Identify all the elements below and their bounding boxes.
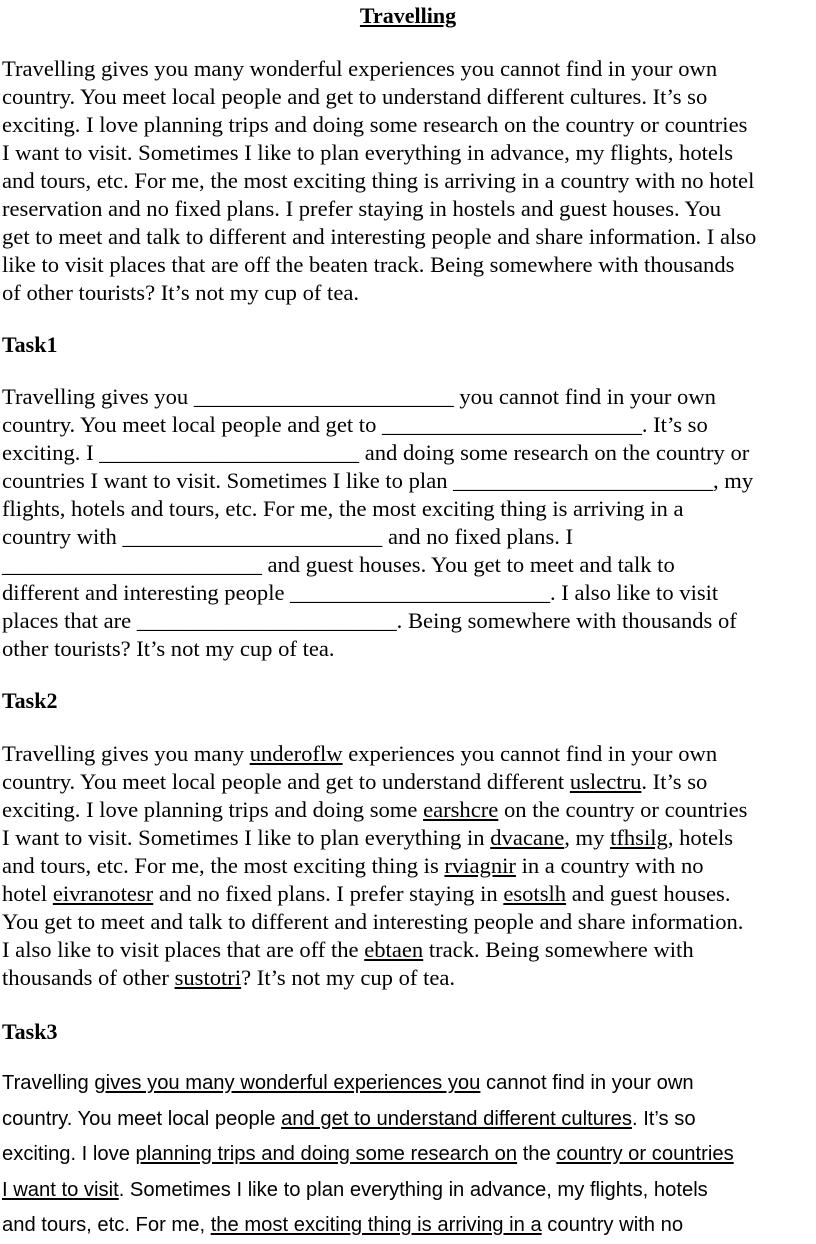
task1-line: Travelling gives you _______________________ you cannot find in your own xyxy=(2,384,716,409)
task3-text: the xyxy=(517,1143,557,1165)
task2-line xyxy=(2,768,816,796)
document-title: Travelling xyxy=(359,3,457,28)
intro-text: get to meet and talk to different and interesting people and share information. I also xyxy=(2,224,757,249)
task2-text: country. You meet local people and get to understand different xyxy=(2,769,570,794)
intro-paragraph xyxy=(2,55,816,307)
task2-heading: Task2 xyxy=(2,688,58,713)
task2-text: You get to meet and talk to different and interesting people and share information. xyxy=(2,909,744,934)
task3-text: . It’s so xyxy=(631,1107,696,1130)
task3-paragraph xyxy=(2,1066,816,1244)
intro-text: exciting. I love planning trips and doing some research on the country or countries xyxy=(2,112,748,137)
task2-text: and no fixed plans. I prefer staying in xyxy=(153,881,504,906)
task3-line xyxy=(2,1208,816,1244)
task2-text: . It’s so xyxy=(641,769,708,794)
task3-text: country with no xyxy=(541,1214,684,1236)
task2-text: , my xyxy=(564,825,611,850)
intro-text: reservation and no fixed plans. I prefer staying in hostels and guest houses. You xyxy=(2,196,722,221)
intro-line xyxy=(2,111,816,139)
task1-line: country. You meet local people and get to _______________________. It’s so xyxy=(2,412,708,437)
task2-underlined-word: dvacane xyxy=(490,825,565,850)
task3-underlined-word: planning trips and doing some research on xyxy=(135,1143,518,1165)
intro-line xyxy=(2,139,816,167)
task3-text: and tours, etc. For me, xyxy=(2,1214,211,1236)
task2-text: hotel xyxy=(2,881,53,906)
task2-underlined-word: ebtaen xyxy=(364,937,424,962)
task2-underlined-word: earshcre xyxy=(423,797,499,822)
task2-text: ? It’s not my cup of tea. xyxy=(241,965,456,990)
task2-text: and guest houses. xyxy=(566,881,731,906)
task3-underlined-word: country or countries xyxy=(556,1143,734,1165)
task2-text: Travelling gives you many xyxy=(2,741,250,766)
task2-underlined-word: rviagnir xyxy=(444,853,516,878)
task3-text: country. You meet local people xyxy=(2,1107,282,1130)
task3-underlined-word: I want to visit xyxy=(2,1178,119,1201)
intro-line xyxy=(2,167,816,195)
task2-underlined-word: sustotri xyxy=(174,965,242,990)
task2-line xyxy=(2,908,816,936)
task1-line: exciting. I _______________________ and doing some research on the country or xyxy=(2,440,750,465)
task3-heading: Task3 xyxy=(2,1019,58,1044)
task1-paragraph xyxy=(2,383,816,663)
task2-line xyxy=(2,936,816,964)
task3-underlined-word: and get to understand different cultures xyxy=(281,1107,632,1130)
task3-line xyxy=(2,1137,816,1173)
task3-text: exciting. I love xyxy=(2,1143,136,1165)
intro-line xyxy=(2,83,816,111)
intro-text: Travelling gives you many wonderful experiences you cannot find in your own xyxy=(2,56,718,81)
task2-text: thousands of other xyxy=(2,965,175,990)
intro-text: like to visit places that are off the beaten track. Being somewhere with thousands xyxy=(2,252,735,277)
task2-underlined-word: uslectru xyxy=(569,769,642,794)
task2-text: in a country with no xyxy=(515,853,704,878)
task3-underlined-word: the most exciting thing is arriving in a xyxy=(210,1214,542,1236)
task2-line xyxy=(2,880,816,908)
intro-line xyxy=(2,223,816,251)
task1-line: places that are _______________________. Being somewhere with thousands of xyxy=(2,608,737,633)
intro-text: of other tourists? It’s not my cup of tea. xyxy=(2,280,360,305)
task1-line: countries I want to visit. Sometimes I like to plan _______________________, my xyxy=(2,468,754,493)
task2-line xyxy=(2,740,816,768)
task1-line: country with _______________________ and no fixed plans. I xyxy=(2,524,574,549)
task2-underlined-word: underoflw xyxy=(249,741,343,766)
intro-line xyxy=(2,55,816,83)
task2-underlined-word: tfhsilg xyxy=(610,825,668,850)
task3-line xyxy=(2,1102,816,1138)
task2-underlined-word: eivranotesr xyxy=(52,881,154,906)
task2-line xyxy=(2,796,816,824)
task1-line: _______________________ and guest houses. You get to meet and talk to xyxy=(2,552,675,577)
intro-text: country. You meet local people and get to understand different cultures. It’s so xyxy=(2,84,708,109)
intro-line xyxy=(2,195,816,223)
task1-line: different and interesting people _______________________. I also like to visit xyxy=(2,580,719,605)
task3-text: cannot find in your own xyxy=(480,1072,694,1094)
task3-line xyxy=(2,1066,816,1102)
task2-paragraph xyxy=(2,740,816,992)
task2-underlined-word: esotslh xyxy=(503,881,567,906)
task2-text: I want to visit. Sometimes I like to plan everything in xyxy=(2,825,491,850)
task2-text: , hotels xyxy=(667,825,734,850)
task3-text: . Sometimes I like to plan everything in advance, my flights, hotels xyxy=(118,1178,708,1201)
task2-line xyxy=(2,852,816,880)
task2-text: I also like to visit places that are off the xyxy=(2,937,365,962)
intro-text: I want to visit. Sometimes I like to plan everything in advance, my flights, hotels xyxy=(2,140,734,165)
task2-line xyxy=(2,964,816,992)
task2-line xyxy=(2,824,816,852)
task1-line: flights, hotels and tours, etc. For me, the most exciting thing is arriving in a xyxy=(2,496,684,521)
task3-line xyxy=(2,1173,816,1209)
task3-underlined-word: gives you many wonderful experiences you xyxy=(94,1072,481,1094)
task2-text: on the country or countries xyxy=(498,797,748,822)
intro-text: and tours, etc. For me, the most exciting thing is arriving in a country with no hotel xyxy=(2,168,755,193)
task1-heading: Task1 xyxy=(2,332,58,357)
task2-text: exciting. I love planning trips and doing some xyxy=(2,797,424,822)
task2-text: and tours, etc. For me, the most exciting thing is xyxy=(2,853,445,878)
task1-line: other tourists? It’s not my cup of tea. xyxy=(2,636,335,661)
intro-line xyxy=(2,251,816,279)
task3-text: Travelling xyxy=(2,1072,95,1094)
task2-text: experiences you cannot find in your own xyxy=(342,741,718,766)
intro-line xyxy=(2,279,816,307)
task2-text: track. Being somewhere with xyxy=(423,937,694,962)
